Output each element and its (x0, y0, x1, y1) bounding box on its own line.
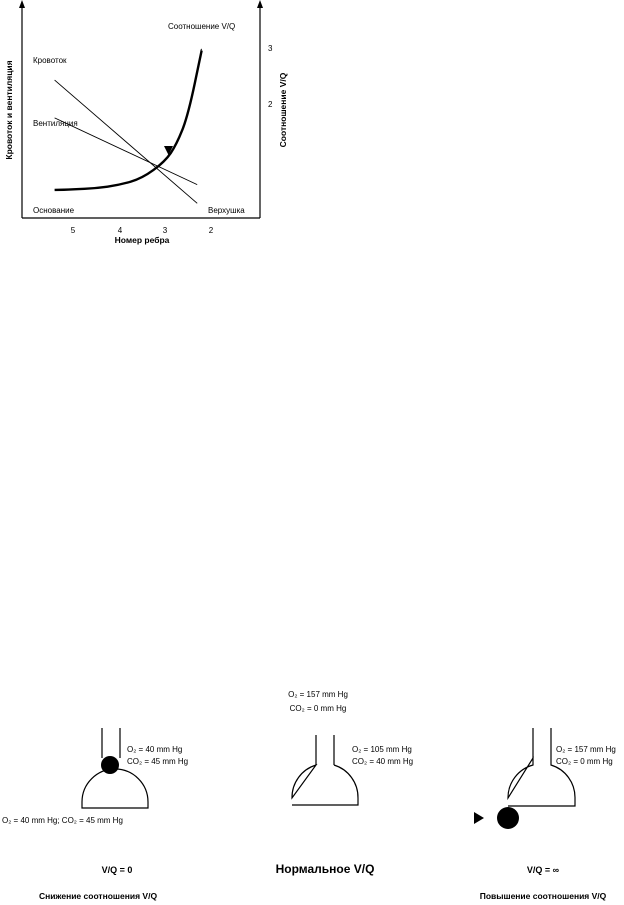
series-label-vq: Соотношение V/Q (168, 22, 236, 31)
high-vq-caption: Повышение соотношения V/Q (479, 891, 607, 901)
inspired-o2-label: O₂ = 157 mm Hg (288, 690, 348, 699)
x-tick-label: 2 (208, 226, 214, 235)
alveolus-o2-label: O₂ = 40 mm Hg (127, 745, 183, 754)
alveolus-normal-vq (276, 735, 414, 876)
alveolus-low-vq (2, 728, 188, 901)
series-label-ventilation: Вентиляция (33, 119, 78, 128)
flow-arrow-icon (474, 812, 484, 824)
x-tick-label: 3 (162, 226, 168, 235)
alveolus-high-vq (474, 728, 616, 901)
alveolus-co2-label: CO₂ = 0 mm Hg (556, 757, 613, 766)
series-line-blood-flow (55, 80, 198, 203)
alveolus-outline (82, 769, 148, 808)
vq-chart (4, 0, 288, 245)
alveoli-schematics (2, 690, 616, 901)
blood-cell-dot-icon (497, 807, 519, 829)
annotation-apex: Верхушка (208, 206, 245, 215)
low-vq-caption: Снижение соотношения V/Q (38, 891, 158, 901)
left-axis-title: Кровоток и вентиляция (4, 60, 14, 160)
y-right-tick-label: 2 (268, 100, 273, 109)
x-axis-title: Номер ребра (114, 235, 170, 245)
x-tick-label: 4 (117, 226, 123, 235)
alveolus-outline (292, 765, 358, 805)
vq-value-label: V/Q = 0 (101, 865, 133, 875)
annotation-base: Основание (33, 206, 75, 215)
x-tick-label: 5 (70, 226, 76, 235)
airway-tube (533, 728, 551, 758)
alveolus-co2-label: CO₂ = 45 mm Hg (127, 757, 189, 766)
inspired-co2-label: CO₂ = 0 mm Hg (289, 704, 347, 713)
left-axis-arrow-icon (19, 0, 25, 8)
alveolus-o2-label: O₂ = 157 mm Hg (556, 745, 616, 754)
right-axis-arrow-icon (257, 0, 263, 8)
vq-value-label: V/Q = ∞ (526, 865, 560, 875)
y-right-tick-label: 3 (268, 44, 273, 53)
alveolus-co2-label: CO₂ = 40 mm Hg (352, 757, 414, 766)
blockage-dot-icon (101, 756, 119, 774)
alveolus-o2-label: O₂ = 105 mm Hg (352, 745, 412, 754)
blood-gas-label: O₂ = 40 mm Hg; CO₂ = 45 mm Hg (2, 816, 123, 825)
vq-value-label: Нормальное V/Q (275, 862, 375, 876)
right-axis-title: Соотношение V/Q (278, 72, 288, 148)
series-label-blood-flow: Кровоток (33, 56, 67, 65)
airway-tube (102, 728, 120, 758)
airway-tube (316, 735, 334, 765)
